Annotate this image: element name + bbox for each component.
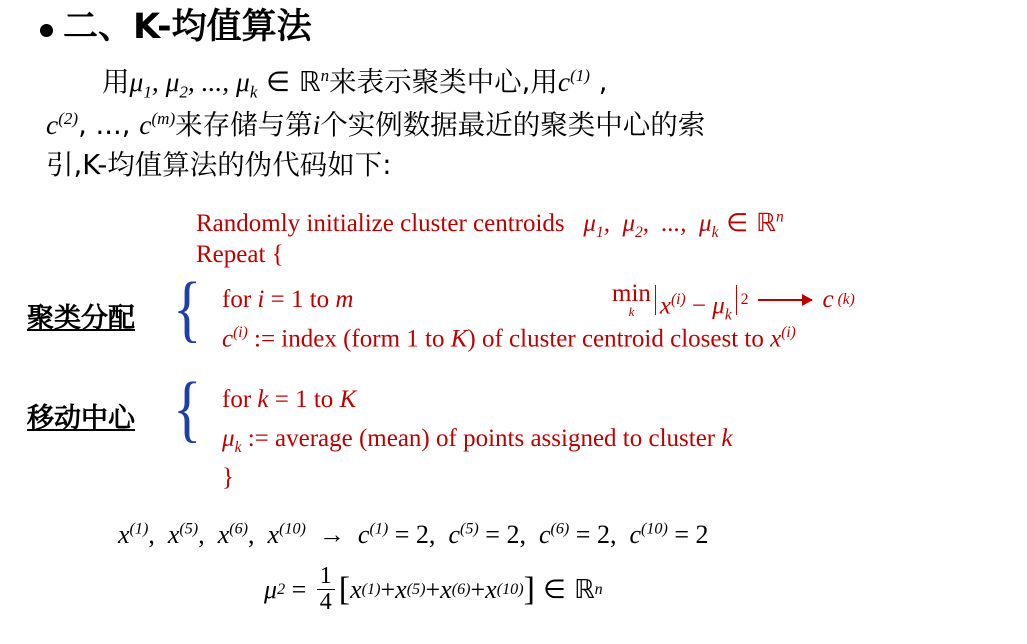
pseudocode-line-1 <box>196 208 784 243</box>
result-space-exp: n <box>594 580 603 598</box>
brace-move-centroid: { <box>173 368 202 450</box>
min-operator-label: min <box>612 280 651 307</box>
mu-sub-2: 2 <box>179 82 188 102</box>
x5-sup: (5) <box>179 520 199 538</box>
real-space-exponent: n <box>320 65 330 85</box>
point-x: x <box>770 325 782 353</box>
mu-symbol-1: μ <box>129 66 144 97</box>
x5: x <box>167 520 180 549</box>
paragraph-text-4: 来存储与第 <box>175 108 313 141</box>
loop-bound-m: m <box>335 286 354 313</box>
c-sup-2: (2) <box>58 108 79 128</box>
c6-out: c <box>538 520 551 549</box>
paragraph-text-3: , ..., <box>78 108 140 141</box>
update-mu-sub: k <box>234 439 242 456</box>
slide-title-row <box>40 8 312 47</box>
min-operator <box>612 281 651 318</box>
sum-x10: x <box>485 574 497 604</box>
arrow-right-icon <box>758 299 812 301</box>
paragraph-text-5: 个实例数据最近的聚类中心的索 <box>320 108 706 141</box>
sum-x5-sup: (5) <box>406 580 426 598</box>
update-mu: μ <box>222 425 235 452</box>
norm-x: x <box>659 291 672 319</box>
norm-mu-sub: k <box>724 305 732 323</box>
pseudocode-line-7: } <box>222 464 234 491</box>
centroid-mu-2-sub: 2 <box>635 224 643 241</box>
sum-x1-sup: (1) <box>361 580 381 598</box>
x6-sup: (6) <box>229 520 249 538</box>
centroid-mu-k: , ..., μ <box>642 210 712 237</box>
pseudocode-line-1-text: Randomly initialize cluster centroids <box>196 210 565 237</box>
sum-x1: x <box>350 574 362 604</box>
norm-minus: − <box>691 291 707 319</box>
c-sup-1: (1) <box>570 65 590 85</box>
centroid-mu-2: , μ <box>603 210 636 237</box>
pseudocode-line-2: Repeat { <box>196 241 284 268</box>
pseudocode-line-3: for i = 1 to m <box>222 286 354 313</box>
x1: x <box>118 520 130 549</box>
index-var-i: i <box>312 108 321 140</box>
c-symbol-m: c <box>139 108 152 140</box>
norm-mu: μ <box>712 291 725 319</box>
norm-power: 2 <box>740 290 749 308</box>
c-sup-m: (m) <box>151 108 176 128</box>
plus2: + <box>425 574 441 604</box>
plus1: + <box>380 574 396 604</box>
centroid-mu-1-sub: 1 <box>595 224 604 241</box>
bracket-open: [ <box>338 570 351 608</box>
c1-out-sup: (1) <box>369 520 389 538</box>
page-title: 二、K-均值算法 <box>63 7 312 47</box>
mu2-symbol: μ <box>264 574 278 604</box>
assign-c: c <box>222 325 234 353</box>
c5-out-sup: (5) <box>459 520 479 538</box>
c6-out-sup: (6) <box>550 520 570 538</box>
result-space: ∈ ℝ <box>534 574 595 605</box>
mu-seq-2: , ..., μ <box>187 66 250 97</box>
sum-x6: x <box>440 574 452 604</box>
mu2-sub: 2 <box>277 580 286 598</box>
min-operator-sub: k <box>628 304 635 319</box>
mu-seq-1: , μ <box>151 66 180 97</box>
centroid-space-exp: n <box>775 208 784 226</box>
fraction-denominator: 4 <box>317 589 335 615</box>
x10-sup: (10) <box>279 520 306 538</box>
result-c: c <box>822 285 834 313</box>
paragraph-text-6: 引,K-均值算法的伪代码如下: <box>46 149 392 182</box>
mu-sub-k: k <box>249 82 258 102</box>
pseudocode-line-4: $c^{(i)}$ := index (form 1 to K) of cluster centroid closest to $x^{(i)}$ <box>222 324 796 353</box>
cluster-k: k <box>721 425 733 452</box>
real-space-symbol: ∈ ℝ <box>257 66 321 98</box>
plus3: + <box>470 574 486 604</box>
x10: x <box>267 520 280 549</box>
example-assignment-formula: $x^{(1)}$, $x^{(5)}$, $x^{(6)}$, $x^{(10)} \to c^{(1)} = 2$, $c^{(5)} = 2$, $c^{(6)} = 2$, $c^{(10)} = 2$ <box>118 520 709 549</box>
paragraph-comma: , <box>589 66 608 98</box>
loop-bound-K: K <box>339 386 357 413</box>
fraction-numerator: 1 <box>319 563 332 589</box>
c10-out-sup: (10) <box>641 520 668 538</box>
result-c-sup: (k) <box>837 290 855 308</box>
sum-x5: x <box>395 574 407 604</box>
mu-sub-1: 1 <box>143 82 152 102</box>
one-quarter-fraction <box>317 564 335 615</box>
paragraph-text-1: 用 <box>102 66 130 98</box>
point-x-sup: (i) <box>781 324 796 341</box>
pseudocode-line-6: $\mu_k$ := average (mean) of points assigned to cluster k <box>222 425 733 456</box>
cluster-count-K: K <box>450 325 468 353</box>
equals-sign: = <box>285 574 313 604</box>
centroid-space: ∈ ℝ <box>718 208 776 237</box>
bullet-icon <box>40 24 53 37</box>
loop-var-i: i <box>257 286 265 313</box>
label-cluster-assignment: 聚类分配 <box>27 303 135 334</box>
centroid-mu-1: μ <box>570 210 596 237</box>
pseudocode-line-5: for k = 1 to K <box>222 386 357 413</box>
example-centroid-formula <box>264 564 603 615</box>
label-move-centroid: 移动中心 <box>27 403 135 434</box>
c-symbol-2: c <box>46 108 59 140</box>
loop-var-k: k <box>257 386 269 413</box>
x1-sup: (1) <box>129 520 149 538</box>
c10-out: c <box>629 520 642 549</box>
brace-cluster-assignment: { <box>173 268 202 350</box>
c1-out: c <box>357 520 370 549</box>
min-distance-formula <box>612 280 855 323</box>
centroid-mu-k-sub: k <box>711 224 719 241</box>
c-symbol-1: c <box>557 66 571 97</box>
bracket-close: ] <box>523 570 535 608</box>
x6: x <box>217 520 230 549</box>
norm-x-sup: (i) <box>671 290 686 308</box>
sum-x6-sup: (6) <box>451 580 471 598</box>
c5-out: c <box>448 520 460 549</box>
assign-c-sup: (i) <box>233 324 248 341</box>
body-paragraph <box>46 62 981 186</box>
norm-expression <box>655 285 737 323</box>
paragraph-text-2: 来表示聚类中心,用 <box>329 66 558 98</box>
sum-x10-sup: (10) <box>496 580 524 598</box>
